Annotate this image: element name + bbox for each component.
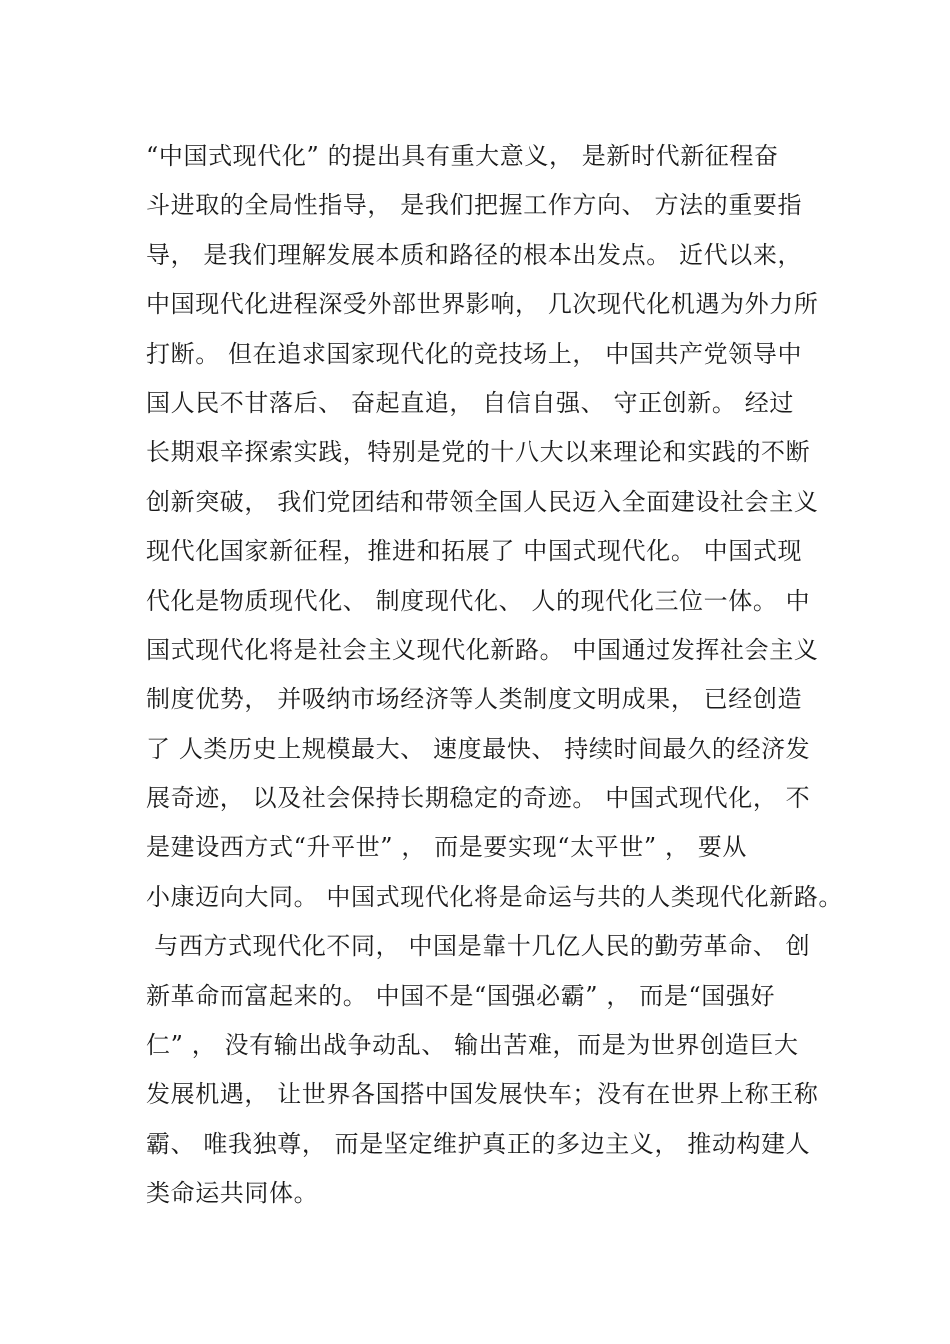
text-line: 国式现代化将是社会主义现代化新路。 中国通过发挥社会主义 xyxy=(146,635,819,664)
text-line: 制度优势， 并吸纳市场经济等人类制度文明成果， 已经创造 xyxy=(146,685,803,714)
text-line: 打断。 但在追求国家现代化的竞技场上， 中国共产党领导中 xyxy=(146,339,803,368)
text-line: 类命运共同体。 xyxy=(146,1179,319,1208)
text-line: 长期艰辛探索实践，特别是党的十八大以来理论和实践的不断 xyxy=(146,438,811,467)
text-line: 仁” ， 没有输出战争动乱、 输出苦难，而是为世界创造巨大 xyxy=(146,1031,799,1060)
text-line: 霸、 唯我独尊， 而是坚定维护真正的多边主义， 推动构建人 xyxy=(146,1129,811,1158)
text-line: 导， 是我们理解发展本质和路径的根本出发点。 近代以来， xyxy=(146,240,803,269)
text-line: 新革命而富起来的。 中国不是“国强必霸” ， 而是“国强好 xyxy=(146,981,776,1010)
text-line: 斗进取的全局性指导， 是我们把握工作方向、 方法的重要指 xyxy=(146,191,803,220)
text-line: 现代化国家新征程，推进和拓展了 中国式现代化。 中国式现 xyxy=(146,537,803,566)
text-line: 发展机遇， 让世界各国搭中国发展快车；没有在世界上称王称 xyxy=(146,1080,819,1109)
text-line: 创新突破， 我们党团结和带领全国人民迈入全面建设社会主义 xyxy=(146,487,819,516)
body-text xyxy=(146,132,844,1219)
text-line: 了 人类历史上规模最大、 速度最快、 持续时间最久的经济发 xyxy=(146,734,811,763)
text-line: 中国现代化进程深受外部世界影响， 几次现代化机遇为外力所 xyxy=(146,290,819,319)
text-line: 展奇迹， 以及社会保持长期稳定的奇迹。 中国式现代化， 不 xyxy=(146,784,811,813)
text-line: 国人民不甘落后、 奋起直追， 自信自强、 守正创新。 经过 xyxy=(146,388,794,417)
text-line: 代化是物质现代化、 制度现代化、 人的现代化三位一体。 中 xyxy=(146,586,811,615)
text-line: 是建设西方式“升平世” ， 而是要实现“太平世” ， 要从 xyxy=(146,833,747,862)
text-line: 小康迈向大同。 中国式现代化将是命运与共的人类现代化新路。 xyxy=(146,882,844,911)
text-line: 与西方式现代化不同， 中国是靠十几亿人民的勤劳革命、 创 xyxy=(146,932,811,961)
text-line: “中国式现代化” 的提出具有重大意义， 是新时代新征程奋 xyxy=(146,142,779,170)
